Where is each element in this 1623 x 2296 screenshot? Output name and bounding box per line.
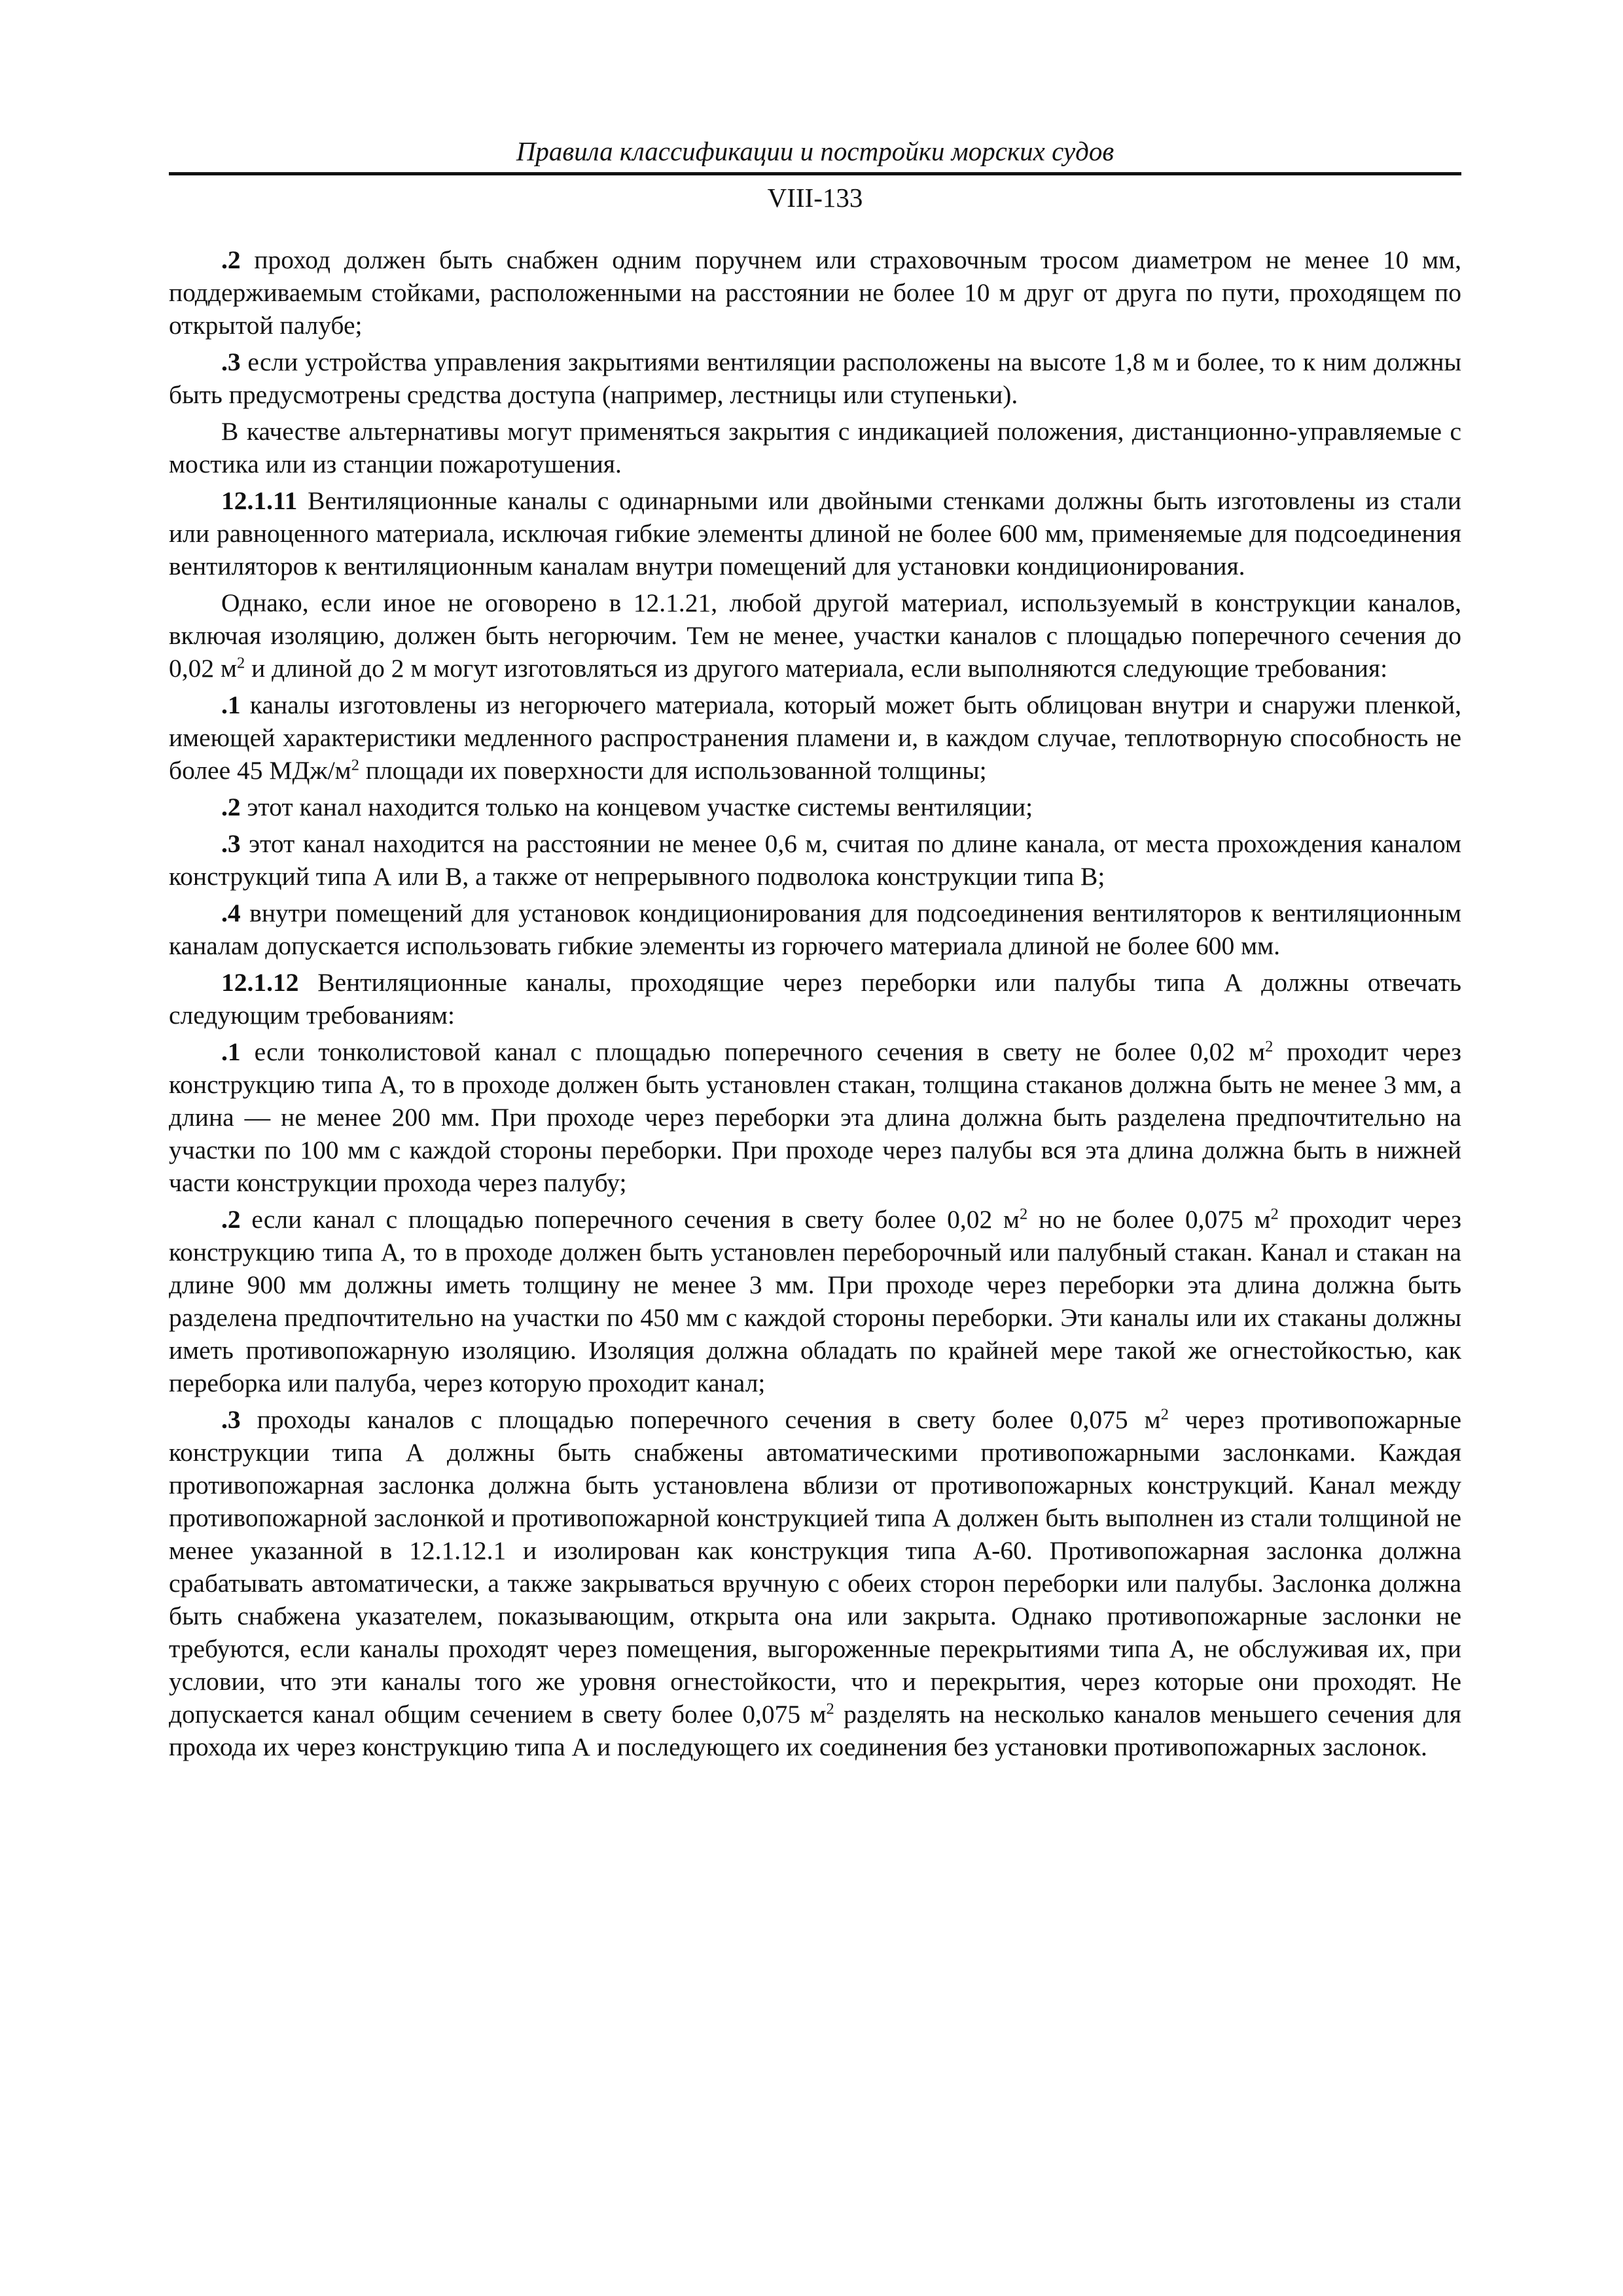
item-number: .2 [221,1205,241,1234]
paragraph-text: этот канал находится только на концевом участке системы вентиляции; [240,793,1033,821]
paragraph-req-4 [169,897,1461,962]
paragraph-text: площади их поверхности для использованной толщины; [359,756,987,785]
superscript: 2 [1160,1405,1169,1424]
superscript: 2 [1020,1205,1028,1223]
paragraph-item-3 [169,346,1461,411]
paragraph-12-1-12 [169,966,1461,1031]
paragraph-text: внутри помещений для установок кондиционирования для подсоединения вентиляторов к вентиляционным каналам допускается использовать гибкие элементы из горючего материала длиной не более 600 мм. [169,899,1461,960]
paragraph-duct-1 [169,1035,1461,1199]
superscript: 2 [237,654,245,672]
paragraph-text: В качестве альтернативы могут применяться закрытия с индикацией положения, дистанционно-управляемые с мостика или из станции пожаротушения. [169,417,1461,478]
paragraph-text: проходит через конструкцию типа А, то в проходе должен быть установлен стакан, толщина стаканов должна быть не менее 3 мм, а длина — не менее 200 мм. При проходе через переборки эта длина должна быть разделена предпочтительно на участки по 100 мм с каждой стороны переборки. При проходе через палубы вся эта длина должна быть в нижней части конструкции прохода через палубу; [169,1037,1461,1197]
paragraph-text: разделять на несколько каналов меньшего сечения для прохода их через конструкцию типа А и последующего их соединения без установки противопожарных заслонок. [169,1700,1462,1761]
superscript: 2 [1265,1037,1274,1056]
page-number: VIII-133 [767,183,863,213]
paragraph-text: проходы каналов с площадью поперечного сечения в свету более 0,075 м [240,1405,1161,1434]
paragraph-duct-3 [169,1403,1461,1763]
paragraph-req-1 [169,689,1461,787]
paragraph-text: каналы изготовлены из негорючего материала, который может быть облицован внутри и снаружи пленкой, имеющей характеристики медленного распространения пламени и, в каждом случае, теплотворную способность не более 45 МДж/м [169,691,1461,785]
superscript: 2 [826,1700,834,1718]
body-text [169,243,1461,1763]
paragraph-text: проходит через конструкцию типа А, то в проходе должен быть установлен переборочный или палубный стакан. Канал и стакан на длине 900 мм должны иметь толщину не менее 3 мм. При проходе через переборки эта длина должна быть разделена предпочтительно на участки по 450 мм с каждой стороны переборки. Эти каналы или их стаканы должны иметь противопожарную изоляцию. Изоляция должна обладать по крайней мере такой же огнестойкостью, как переборка или палуба, через которую проходит канал; [169,1205,1461,1397]
paragraph-text: и длиной до 2 м могут изготовляться из другого материала, если выполняются следующие требования: [245,654,1388,683]
paragraph-text: если тонколистовой канал с площадью поперечного сечения в свету не более 0,02 м [240,1037,1266,1066]
paragraph-however [169,586,1461,685]
item-number: .2 [221,793,241,821]
item-number: .1 [221,691,241,719]
paragraph-alternative [169,415,1461,480]
document-page [169,134,1461,1767]
paragraph-text: если канал с площадью поперечного сечения в свету более 0,02 м [240,1205,1020,1234]
paragraph-req-2 [169,791,1461,823]
item-number: .2 [221,245,241,274]
item-number: .3 [221,348,241,376]
paragraph-text: через противопожарные конструкции типа А должны быть снабжены автоматическими противопожарными заслонками. Каждая противопожарная заслонка должна быть установлена вблизи от противопожарных конструкций. Канал между противопожарной заслонкой и противопожарной конструкцией типа А должен быть выполнен из стали толщиной не менее указанной в 12.1.12.1 и изолирован как конструкция типа А-60. Противопожарная заслонка должна срабатывать автоматически, а также закрываться вручную с обеих сторон переборки или палубы. Заслонка должна быть снабжена указателем, показывающим, открыта она или закрыта. Однако противопожарные заслонки не требуются, если каналы проходят через помещения, выгороженные перекрытиями типа А, не обслуживая их, при условии, что эти каналы того же уровня огнестойкости, что и перекрытия, через которые они проходят. Не допускается канал общим сечением в свету более 0,075 м [169,1405,1461,1729]
section-number: 12.1.11 [221,486,298,515]
paragraph-req-3 [169,827,1461,893]
paragraph-12-1-11 [169,484,1461,583]
paragraph-duct-2 [169,1203,1461,1399]
item-number: .1 [221,1037,241,1066]
section-number: 12.1.12 [221,968,299,997]
superscript: 2 [351,756,359,774]
header-rule [169,172,1461,175]
item-number: .3 [221,1405,241,1434]
running-title: Правила классификации и постройки морских судов [516,136,1115,166]
paragraph-text: Вентиляционные каналы с одинарными или двойными стенками должны быть изготовлены из стали или равноценного материала, исключая гибкие элементы длиной не более 600 мм, применяемые для подсоединения вентиляторов к вентиляционным каналам внутри помещений для установки кондиционирования. [169,486,1461,581]
paragraph-text: если устройства управления закрытиями вентиляции расположены на высоте 1,8 м и более, то к ним должны быть предусмотрены средства доступа (например, лестницы или ступеньки). [169,348,1461,409]
item-number: .4 [221,899,241,927]
paragraph-text: проход должен быть снабжен одним поручнем или страховочным тросом диаметром не менее 10 мм, поддерживаемым стойками, расположенными на расстоянии не более 10 м друг от друга по пути, проходящем по открытой палубе; [169,245,1461,340]
paragraph-text: Вентиляционные каналы, проходящие через переборки или палубы типа А должны отвечать следующим требованиям: [169,968,1461,1030]
paragraph-text: этот канал находится на расстоянии не менее 0,6 м, считая по длине канала, от места прохождения каналом конструкций типа А или В, а также от непрерывного подволока конструкции типа В; [169,829,1461,891]
paragraph-text: но не более 0,075 м [1027,1205,1271,1234]
paragraph-text: Однако, если иное не оговорено в 12.1.21, любой другой материал, используемый в конструкции каналов, включая изоляцию, должен быть негорючим. Тем не менее, участки каналов с площадью поперечного сечения до 0,02 м [169,588,1461,683]
superscript: 2 [1270,1205,1279,1223]
item-number: .3 [221,829,241,858]
paragraph-item-2 [169,243,1461,342]
